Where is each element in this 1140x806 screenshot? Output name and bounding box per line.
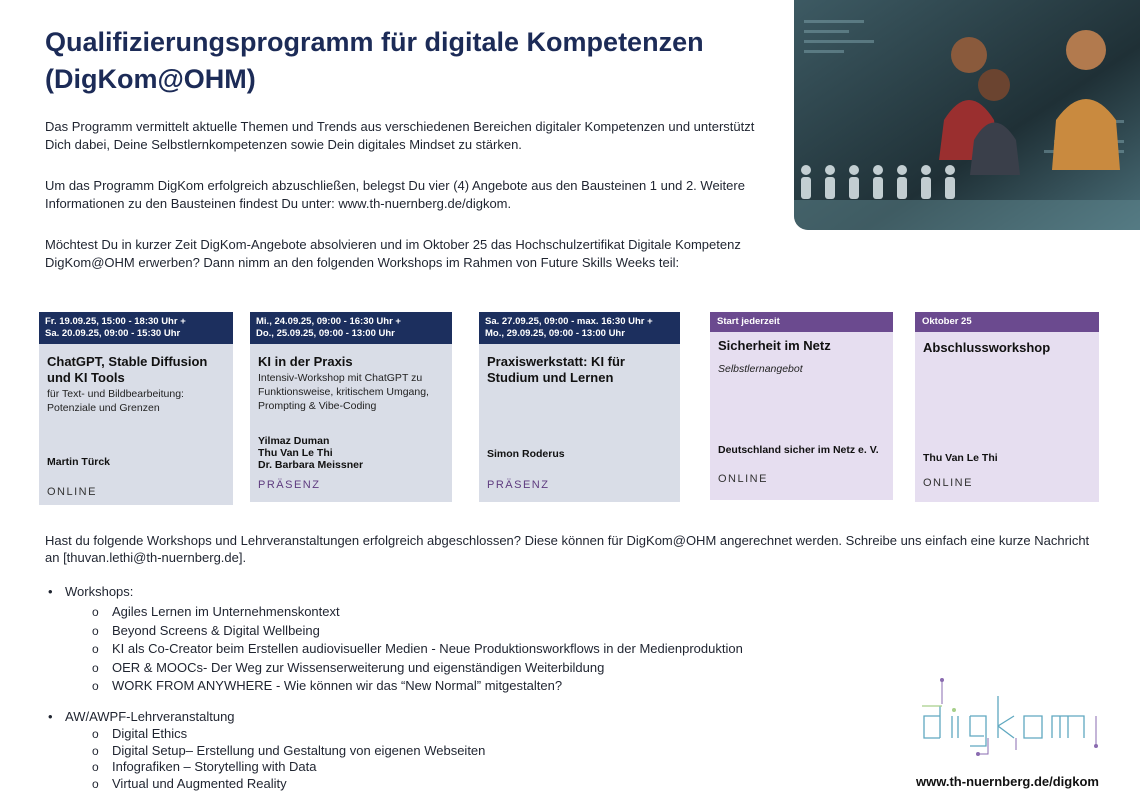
card-title: Sicherheit im Netz (718, 338, 831, 353)
workshop-card-praxiswerkstatt[interactable] (479, 312, 680, 502)
card-instructor: Simon Roderus (487, 448, 565, 460)
card-title: Abschlussworkshop (923, 340, 1051, 355)
card-date-line: Mi., 24.09.25, 09:00 - 16:30 Uhr + (256, 316, 401, 327)
card-date-header (250, 312, 452, 344)
people-at-screen-image (794, 0, 1140, 230)
intro-paragraph-2: Um das Programm DigKom erfolgreich abzuschließen, belegst Du vier (4) Angebote aus den Bausteinen 1 und 2. Weitere Informationen zu den Bausteinen findest Du unter: www.th-nuernberg.de/digkom. (45, 178, 745, 211)
digkom-logo-graphic (918, 676, 1114, 756)
card-title: ChatGPT, Stable Diffusion und KI Tools (47, 354, 208, 385)
card-date-line: Sa. 27.09.25, 09:00 - max. 16:30 Uhr + (485, 316, 653, 327)
card-format: ONLINE (923, 477, 973, 489)
card-date-header (479, 312, 680, 344)
digkom-logo (918, 676, 1114, 756)
list-item: o Beyond Screens & Digital Wellbeing (65, 622, 743, 641)
intro-paragraph-3: Möchtest Du in kurzer Zeit DigKom-Angebote absolvieren und im Oktober 25 das Hochschulzertifikat Digitale Kompetenz DigKom@OHM erwerben? Dann nimm an den folgenden Workshops im Rahmen von Future Skills Weeks teil: (45, 237, 741, 270)
workshop-card-abschluss[interactable] (915, 312, 1099, 502)
card-instructor: Thu Van Le Thi (923, 452, 998, 464)
card-date-line: Sa. 20.09.25, 09:00 - 15:30 Uhr (45, 328, 181, 339)
workshop-card-chatgpt[interactable] (39, 312, 233, 505)
recognition-paragraph: Hast du folgende Workshops und Lehrveranstaltungen erfolgreich abgeschlossen? Diese können für DigKom@OHM angerechnet werden. Schreibe uns einfach eine kurze Nachricht an [thuvan.lethi@th-nuernberg.de]. (45, 533, 1090, 565)
footer-url[interactable]: www.th-nuernberg.de/digkom (916, 774, 1099, 789)
card-instructor: Deutschland sicher im Netz e. V. (718, 444, 879, 456)
workshops-list (45, 583, 743, 696)
list-group (45, 708, 485, 792)
workshop-card-ki-praxis[interactable] (250, 312, 452, 502)
card-format: ONLINE (47, 486, 97, 498)
card-title: KI in der Praxis (258, 354, 353, 369)
card-date-header (39, 312, 233, 344)
card-title: Praxiswerkstatt: KI für Studium und Lernen (487, 354, 625, 385)
card-date-line: Fr. 19.09.25, 15:00 - 18:30 Uhr + (45, 316, 186, 327)
card-date-line: Do., 25.09.25, 09:00 - 13:00 Uhr (256, 328, 395, 339)
list-item: o Digital Setup– Erstellung und Gestaltung von eigenen Webseiten (65, 743, 485, 760)
list-item: o Digital Ethics (65, 726, 485, 743)
card-date-header: Oktober 25 (915, 312, 1099, 332)
card-subtitle: Selbstlernangebot (718, 363, 803, 375)
card-format: PRÄSENZ (487, 479, 550, 491)
card-subtitle: für Text- und Bildbearbeitung: Potenziale und Grenzen (47, 388, 184, 414)
lehrveranstaltung-list (45, 708, 485, 792)
list-item: o KI als Co-Creator beim Erstellen audiovisueller Medien - Neue Produktionsworkflows in der Medienproduktion (65, 640, 743, 659)
card-instructor: Martin Türck (47, 456, 111, 468)
list-group (45, 583, 743, 696)
card-format: ONLINE (718, 473, 768, 485)
list-item: o Agiles Lernen im Unternehmenskontext (65, 603, 743, 622)
header-photo (794, 0, 1140, 230)
list-group-label: AW/AWPF-Lehrveranstaltung (65, 709, 235, 724)
list-item: o Virtual und Augmented Reality (65, 776, 485, 793)
card-date-line: Mo., 29.09.25, 09:00 - 13:00 Uhr (485, 328, 625, 339)
list-item: o WORK FROM ANYWHERE - Wie können wir das “New Normal” mitgestalten? (65, 677, 743, 696)
workshop-card-sicherheit[interactable] (710, 312, 893, 500)
card-date-header: Start jederzeit (710, 312, 893, 332)
list-item: o Infografiken – Storytelling with Data (65, 759, 485, 776)
list-group-label: Workshops: (65, 584, 134, 599)
list-item: o OER & MOOCs- Der Weg zur Wissenserweiterung und eigenständigen Weiterbildung (65, 659, 743, 678)
card-format: PRÄSENZ (258, 479, 321, 491)
card-instructor: Yilmaz Duman Thu Van Le Thi Dr. Barbara Meissner (258, 435, 364, 471)
intro-paragraph-1: Das Programm vermittelt aktuelle Themen und Trends aus verschiedenen Bereichen digitaler Kompetenzen und unterstützt Dich dabei, Deine Selbstlernkompetenzen sowie Dein digitales Mindset zu stärken. (45, 119, 755, 152)
page-title: Qualifizierungsprogramm für digitale Kompetenzen (DigKom@OHM) (45, 27, 704, 94)
card-subtitle: Intensiv-Workshop mit ChatGPT zu Funktionsweise, kritischem Umgang, Prompting & Vibe-Coding (258, 372, 429, 412)
